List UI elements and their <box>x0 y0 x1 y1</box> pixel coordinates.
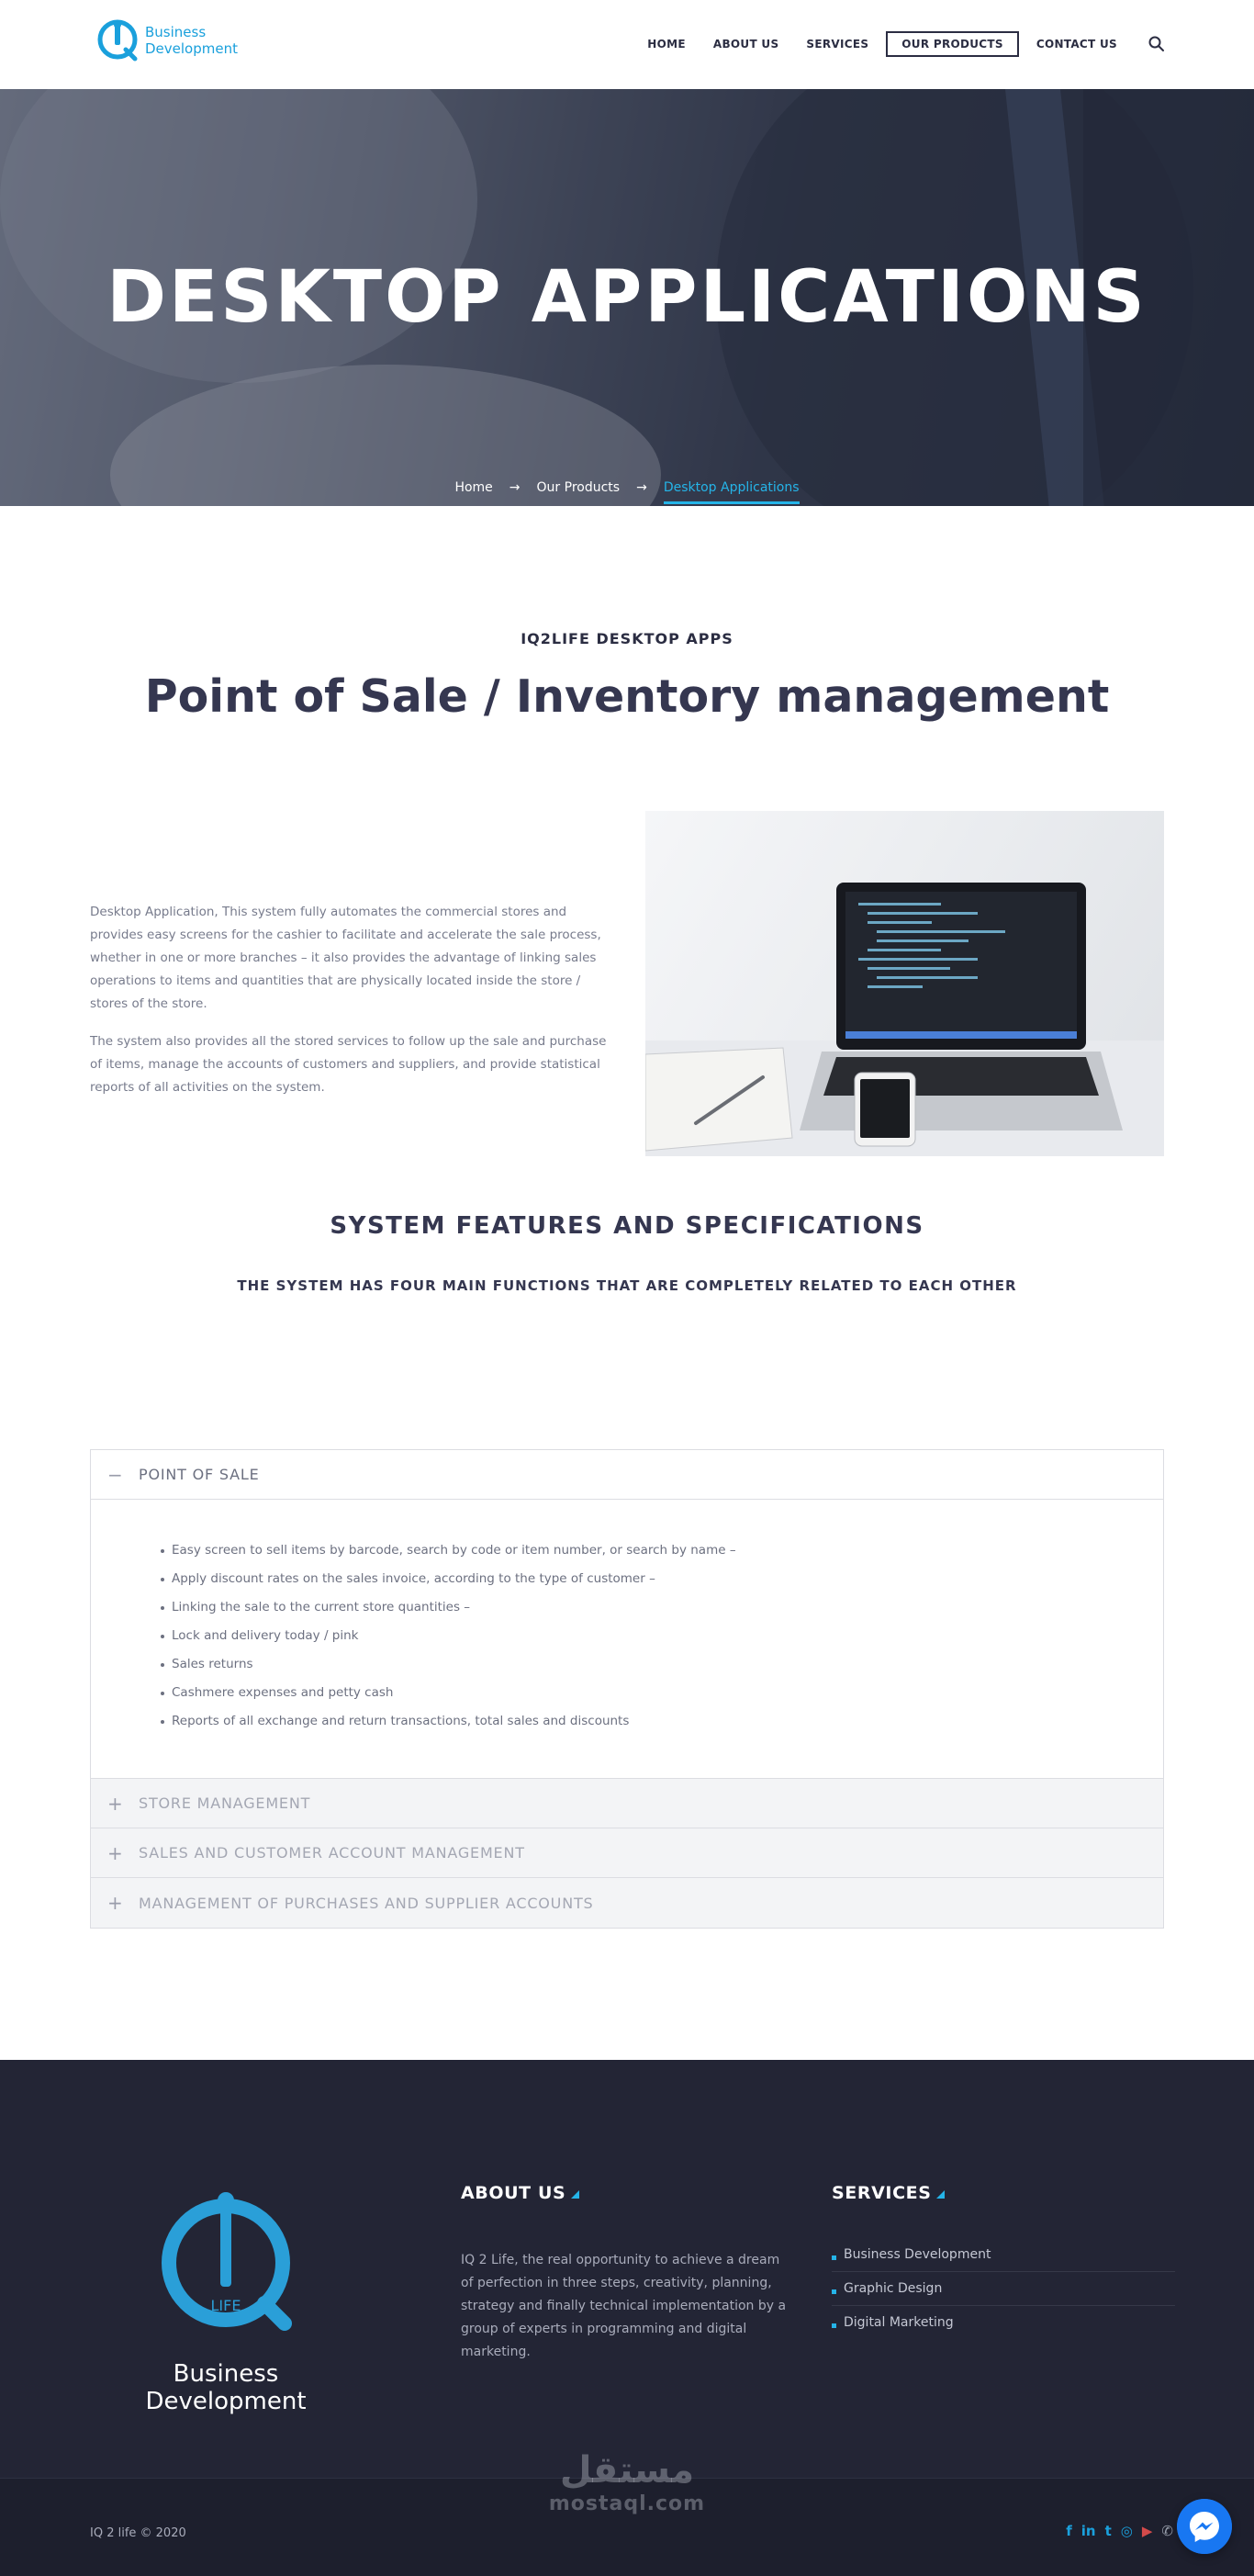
social-links <box>1066 2523 1173 2539</box>
linkedin-icon[interactable]: in <box>1080 2523 1096 2539</box>
footer-logo-text: Business Development <box>145 2360 307 2415</box>
nav-home[interactable]: HOME <box>647 38 686 51</box>
main-nav <box>630 31 1166 57</box>
logo-icon <box>95 17 141 63</box>
breadcrumb-our-products[interactable]: Our Products <box>536 480 621 495</box>
footer-logo-icon <box>97 2189 354 2355</box>
instagram-icon[interactable]: ◎ <box>1120 2523 1133 2539</box>
list-item: Linking the sale to the current store quantities – <box>159 1593 1163 1622</box>
nav-contact-us[interactable]: CONTACT US <box>1036 38 1117 51</box>
nav-about-us[interactable]: ABOUT US <box>712 38 779 51</box>
title-accent-icon <box>936 2190 945 2199</box>
minus-icon: − <box>107 1463 124 1486</box>
footer-services-title-text: SERVICES <box>832 2183 932 2203</box>
list-item: Lock and delivery today / pink <box>159 1622 1163 1650</box>
footer-service-link[interactable]: Graphic Design <box>832 2272 1175 2306</box>
search-icon[interactable] <box>1148 35 1166 53</box>
accordion-panel-point-of-sale <box>91 1500 1163 1779</box>
facebook-icon[interactable]: f <box>1066 2523 1072 2539</box>
footer-about-title-text: ABOUT US <box>461 2183 566 2203</box>
page-title: Point of Sale / Inventory management <box>144 670 1110 723</box>
plus-icon: + <box>107 1792 124 1815</box>
accordion-title: STORE MANAGEMENT <box>139 1794 311 1812</box>
breadcrumb <box>0 471 1254 504</box>
list-item: Easy screen to sell items by barcode, search by code or item number, or search by name – <box>159 1536 1163 1565</box>
accordion-purchases-supplier-accounts[interactable] <box>91 1878 1163 1928</box>
footer-logo-badge: LIFE <box>210 2297 241 2314</box>
logo-line-1: Business <box>145 24 207 40</box>
title-accent-icon <box>571 2190 579 2199</box>
accordion-title: MANAGEMENT OF PURCHASES AND SUPPLIER ACCOUNTS <box>139 1894 594 1912</box>
breadcrumb-arrow-icon: → <box>509 480 521 495</box>
footer-about-text: IQ 2 Life, the real opportunity to achieve a dream of perfection in three steps, creativity, planning, strategy and finally technical implementation by a group of experts in programming and digital marketing. <box>461 2253 787 2359</box>
nav-services[interactable]: SERVICES <box>806 38 869 51</box>
logo-line-2: Development <box>145 40 238 57</box>
copyright: IQ 2 life © 2020 <box>90 2526 186 2540</box>
intro-paragraph-1: Desktop Application, This system fully automates the commercial stores and provides easy screens for the cashier to facilitate and accelerate the sale process, whether in one or more branches – it also provides the advantage of linking sales operations to items and quantities that are physically located inside the store / stores of the store. <box>90 905 601 1011</box>
accordion-title: SALES AND CUSTOMER ACCOUNT MANAGEMENT <box>139 1844 525 1862</box>
accordion-point-of-sale[interactable] <box>91 1450 1163 1500</box>
footer-about-title <box>461 2183 579 2203</box>
watermark-url: mostaql.com <box>548 2492 706 2515</box>
features-accordion <box>90 1449 1164 1929</box>
footer-services-list <box>832 2238 1175 2339</box>
list-item: Cashmere expenses and petty cash <box>159 1679 1163 1707</box>
plus-icon: + <box>107 1841 124 1864</box>
accordion-sales-customer-accounts[interactable] <box>91 1828 1163 1878</box>
footer-logo[interactable] <box>97 2189 354 2415</box>
laptop-illustration <box>645 811 1164 1156</box>
messenger-chat-icon[interactable] <box>1177 2499 1232 2554</box>
nav-our-products[interactable]: OUR PRODUCTS <box>886 31 1019 57</box>
logo-text <box>145 24 238 57</box>
hero-title: DESKTOP APPLICATIONS <box>106 256 1148 339</box>
whatsapp-icon[interactable]: ✆ <box>1161 2523 1173 2539</box>
accordion-store-management[interactable] <box>91 1779 1163 1828</box>
site-header <box>0 0 1254 89</box>
list-item: Reports of all exchange and return transactions, total sales and discounts <box>159 1707 1163 1736</box>
section-eyebrow: IQ2LIFE DESKTOP APPS <box>521 630 733 647</box>
site-footer <box>0 2060 1254 2478</box>
watermark <box>0 2448 1254 2515</box>
footer-service-link[interactable]: Digital Marketing <box>832 2306 1175 2339</box>
twitter-icon[interactable]: t <box>1104 2523 1112 2539</box>
breadcrumb-home[interactable]: Home <box>454 480 493 495</box>
features-title: SYSTEM FEATURES AND SPECIFICATIONS <box>330 1212 924 1240</box>
footer-services-title <box>832 2183 945 2203</box>
site-logo[interactable] <box>95 17 238 63</box>
watermark-arabic: مستقل <box>559 2449 695 2492</box>
intro-paragraph-2: The system also provides all the stored services to follow up the sale and purchase of items, manage the accounts of customers and suppliers, and provide statistical reports of all activities on the system. <box>90 1034 607 1095</box>
hero-banner <box>0 89 1254 506</box>
youtube-icon[interactable]: ▶ <box>1141 2523 1153 2539</box>
list-item: Apply discount rates on the sales invoice, according to the type of customer – <box>159 1565 1163 1593</box>
breadcrumb-arrow-icon: → <box>636 480 647 495</box>
footer-service-link[interactable]: Business Development <box>832 2238 1175 2272</box>
intro-text <box>90 901 613 1099</box>
features-subtitle: THE SYSTEM HAS FOUR MAIN FUNCTIONS THAT ARE COMPLETELY RELATED TO EACH OTHER <box>237 1277 1017 1294</box>
laptop-image <box>645 811 1164 1156</box>
list-item: Sales returns <box>159 1650 1163 1679</box>
accordion-title: POINT OF SALE <box>139 1466 260 1483</box>
breadcrumb-current: Desktop Applications <box>664 480 800 504</box>
plus-icon: + <box>107 1892 124 1914</box>
